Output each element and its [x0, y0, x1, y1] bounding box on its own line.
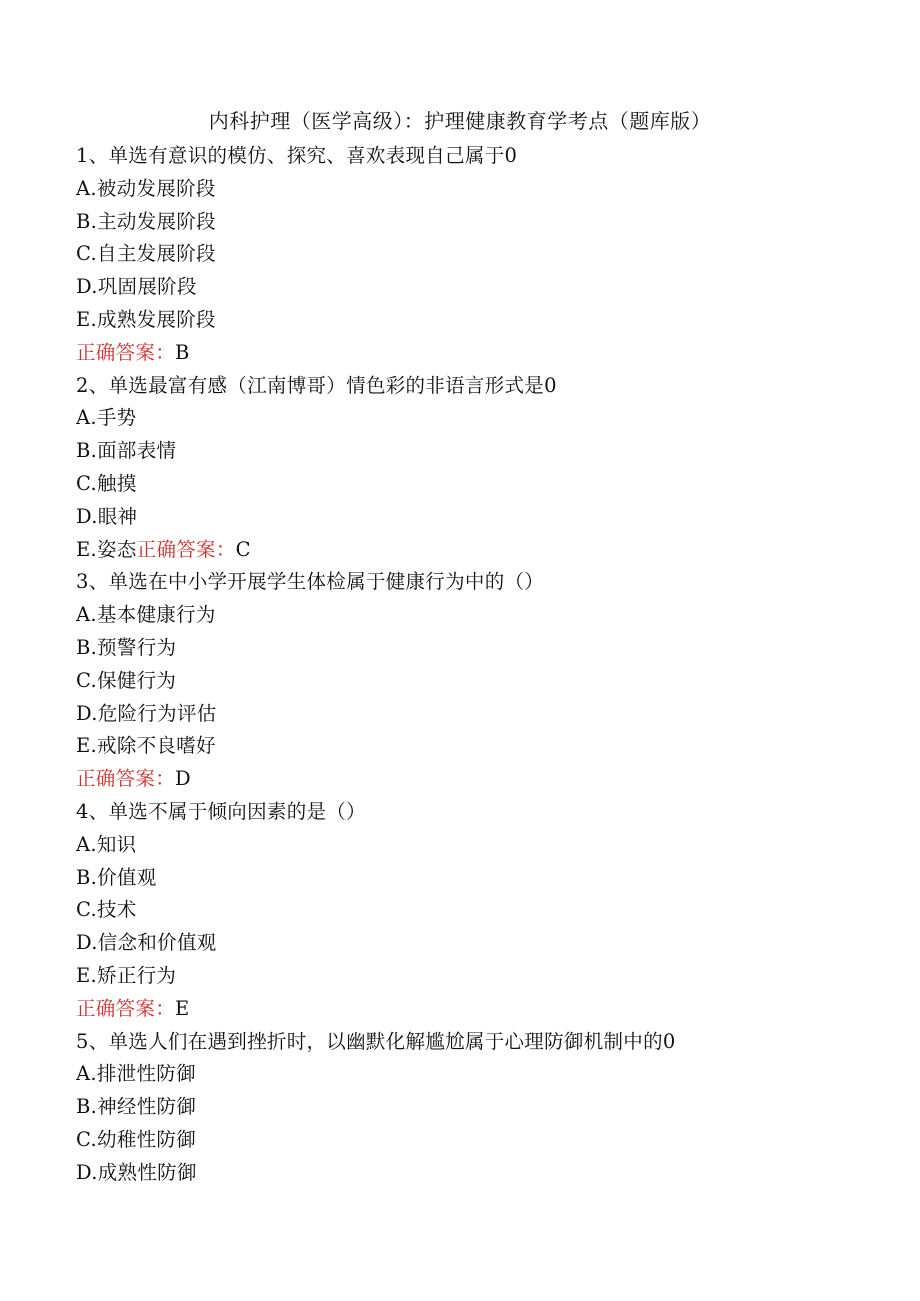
question-1-option-d: D.巩固展阶段: [76, 275, 197, 299]
answer-label: 正确答案：: [76, 340, 176, 364]
question-3-option-b: B.预警行为: [76, 635, 177, 659]
question-2-option-d: D.眼神: [76, 504, 138, 528]
question-2-option-e: E.姿态: [76, 537, 137, 561]
question-4-option-b: B.价值观: [76, 865, 157, 889]
question-3-stem: 3、单选在中小学开展学生体检属于健康行为中的（）: [76, 570, 545, 594]
question-3-option-e: E.戒除不良嗜好: [76, 734, 216, 758]
question-3-option-c: C.保健行为: [76, 668, 177, 692]
answer-label: 正确答案：: [76, 996, 176, 1020]
question-5-option-d: D.成熟性防御: [76, 1160, 197, 1184]
question-5-option-a: A.排泄性防御: [76, 1062, 196, 1086]
question-5-stem: 5、单选人们在遇到挫折时，以幽默化解尴尬属于心理防御机制中的0: [76, 1029, 676, 1053]
answer-value: D: [175, 767, 191, 791]
question-1-option-b: B.主动发展阶段: [76, 209, 216, 233]
question-2-option-a: A.手势: [76, 406, 137, 430]
question-list: [76, 140, 896, 1190]
answer-label: 正确答案：: [76, 767, 176, 791]
question-4-option-a: A.知识: [76, 832, 137, 856]
question-4-answer: [76, 993, 896, 1026]
question-5-option-b: B.神经性防御: [76, 1095, 197, 1119]
question-2-option-e-with-answer: [76, 534, 896, 567]
question-1-answer: [76, 337, 896, 370]
question-4-option-c: C.技术: [76, 898, 137, 922]
question-1-option-e: E.成熟发展阶段: [76, 307, 216, 331]
question-2-stem: 2、单选最富有感（江南博哥）情色彩的非语言形式是0: [76, 373, 557, 397]
question-3-answer: [76, 763, 896, 796]
question-3-option-d: D.危险行为评估: [76, 701, 217, 725]
question-1-option-a: A.被动发展阶段: [76, 176, 216, 200]
question-3-option-a: A.基本健康行为: [76, 603, 216, 627]
question-2-option-c: C.触摸: [76, 471, 137, 495]
question-2-option-b: B.面部表情: [76, 439, 177, 463]
answer-value: C: [235, 537, 251, 561]
question-1-stem: 1、单选有意识的模仿、探究、喜欢表现自己属于0: [76, 144, 518, 167]
question-1-option-c: C.自主发展阶段: [76, 242, 216, 266]
document-title: 内科护理（医学高级）：护理健康教育学考点（题库版）: [208, 109, 712, 133]
answer-label: 正确答案：: [136, 537, 236, 561]
question-4-option-e: E.矫正行为: [76, 963, 177, 987]
question-4-option-d: D.信念和价值观: [76, 931, 217, 955]
answer-value: E: [175, 996, 190, 1020]
question-5-option-c: C.幼稚性防御: [76, 1127, 197, 1151]
question-4-stem: 4、单选不属于倾向因素的是（）: [76, 799, 366, 823]
answer-value: B: [175, 340, 190, 364]
